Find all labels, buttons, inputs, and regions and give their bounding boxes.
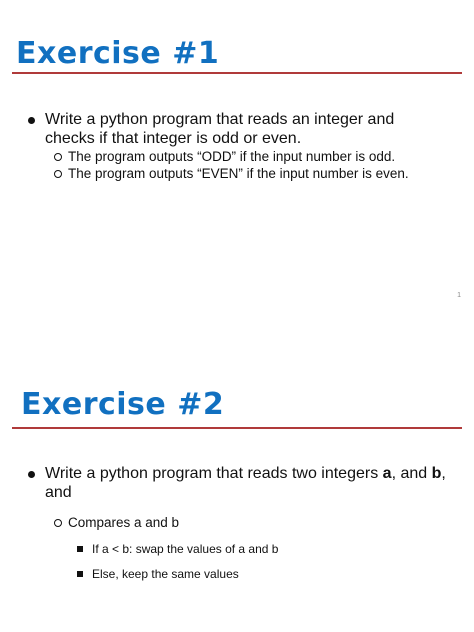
bullet-text: Write a python program that reads an integer and checks if that integer is odd or even. xyxy=(45,111,395,147)
hollow-circle-bullet-icon xyxy=(54,519,62,527)
variable-b: b xyxy=(431,465,442,482)
sub-bullet-item xyxy=(68,149,395,165)
sub-sub-bullet-item xyxy=(92,567,239,581)
filled-circle-bullet-icon xyxy=(28,117,35,124)
hollow-circle-bullet-icon xyxy=(54,170,62,178)
sub-sub-bullet-text: Else, keep the same values xyxy=(92,567,239,581)
slide-title: Exercise #1 xyxy=(16,36,220,71)
title-divider xyxy=(12,72,462,74)
sub-bullet-text: Compares a and b xyxy=(68,515,180,530)
title-divider xyxy=(12,427,462,429)
bullet-text-part: , and xyxy=(391,465,432,482)
sub-bullet-item xyxy=(68,515,179,531)
sub-bullet-text: The program outputs “EVEN” if the input number is even. xyxy=(68,166,409,181)
square-bullet-icon xyxy=(77,571,83,577)
filled-circle-bullet-icon xyxy=(28,471,35,478)
sub-bullet-text: The program outputs “ODD” if the input number is odd. xyxy=(68,149,396,164)
hollow-circle-bullet-icon xyxy=(54,153,62,161)
sub-bullet-item xyxy=(68,166,409,182)
slide-exercise-2 xyxy=(0,316,474,632)
bullet-item xyxy=(45,110,445,148)
square-bullet-icon xyxy=(77,546,83,552)
bullet-item xyxy=(45,464,460,502)
page-number: 1 xyxy=(457,292,461,299)
bullet-text-part: , and xyxy=(45,465,446,501)
bullet-text-part: Write a python program that reads two integers xyxy=(45,465,383,482)
sub-sub-bullet-item xyxy=(92,542,278,556)
sub-sub-bullet-text: If a < b: swap the values of a and b xyxy=(92,542,279,556)
slide-title: Exercise #2 xyxy=(21,387,225,422)
variable-a: a xyxy=(382,465,392,482)
